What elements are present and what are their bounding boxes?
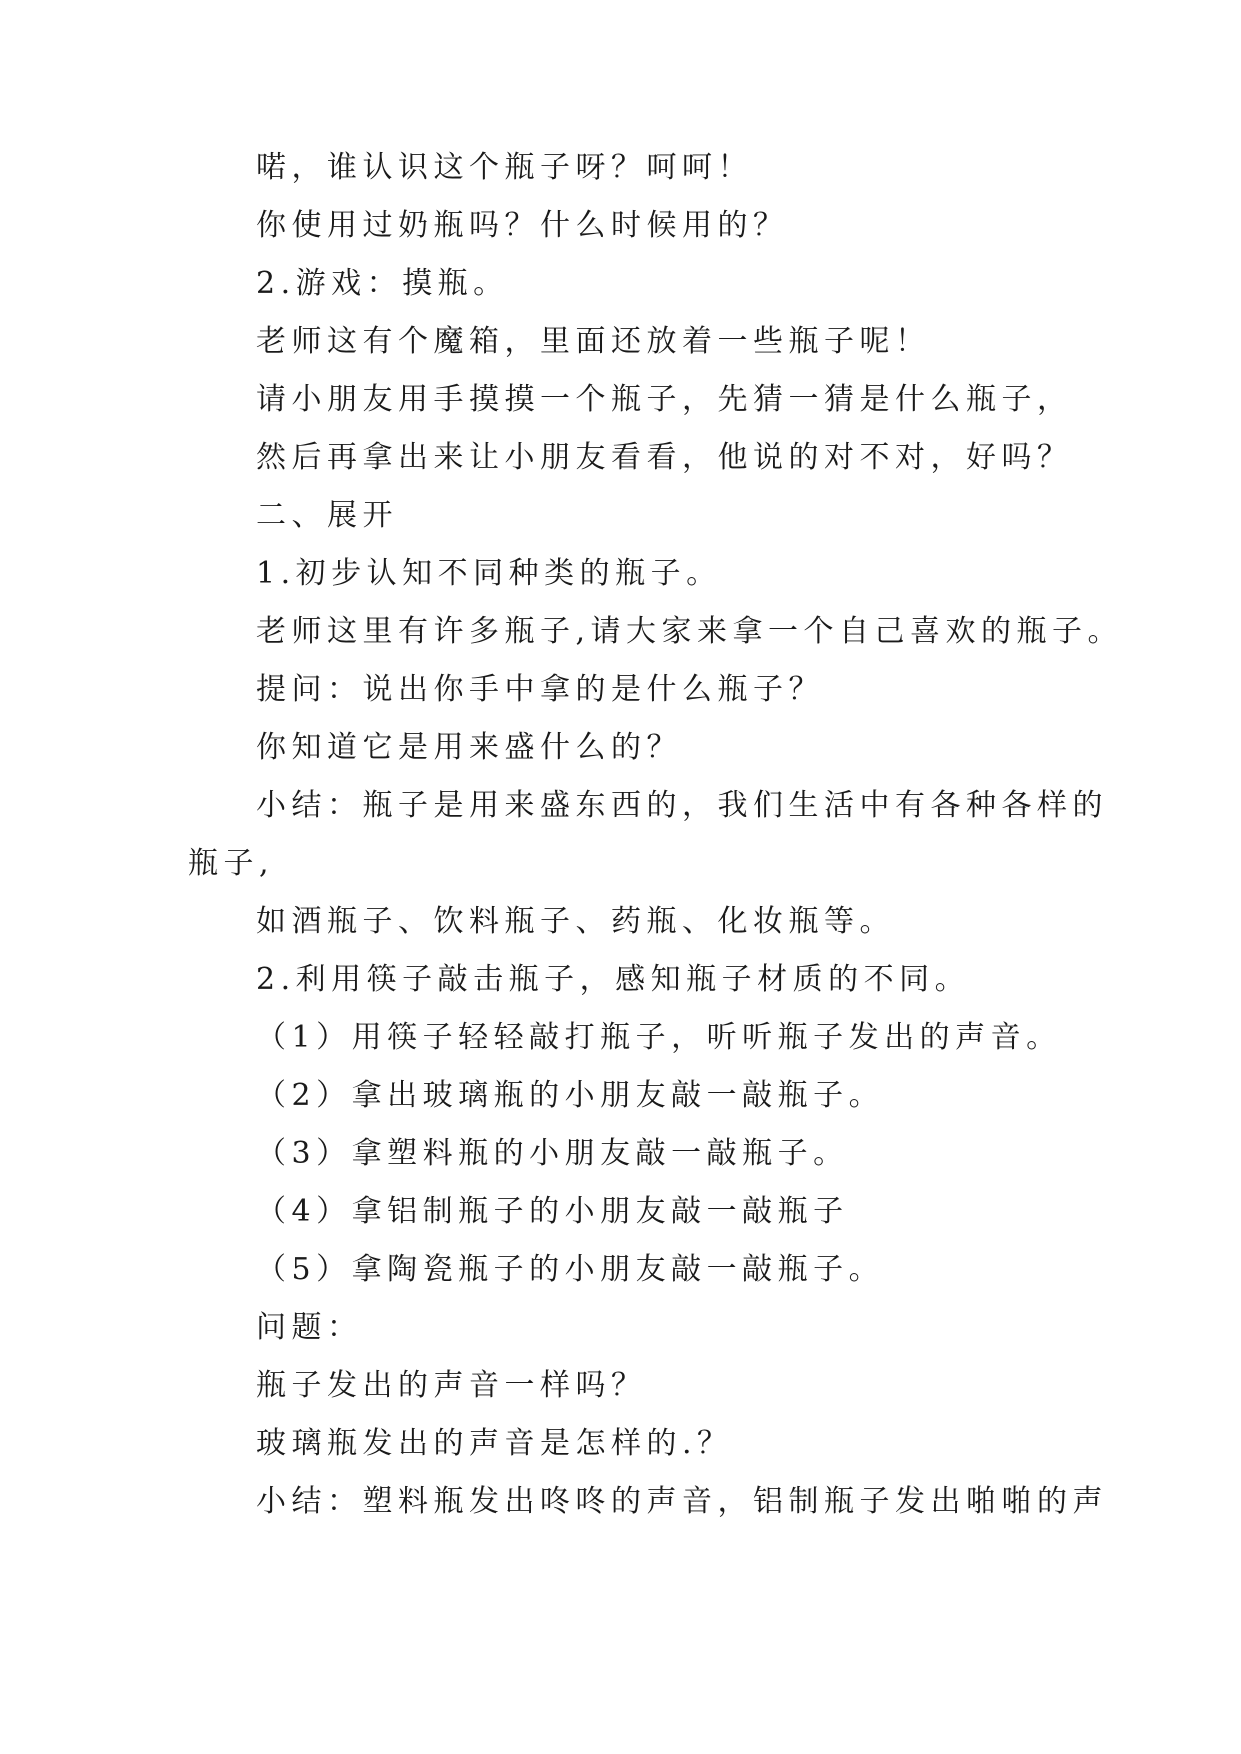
text-line: 提问：说出你手中拿的是什么瓶子？ [256, 672, 824, 707]
text-line: 玻璃瓶发出的声音是怎样的.？ [256, 1426, 733, 1461]
text-line: 小结：瓶子是用来盛东西的，我们生活中有各种各样的 [256, 788, 1108, 823]
text-line: 请小朋友用手摸摸一个瓶子，先猜一猜是什么瓶子， [256, 382, 1073, 417]
text-line: 问题： [256, 1310, 363, 1345]
text-line: 喏，谁认识这个瓶子呀？呵呵！ [256, 150, 753, 185]
text-line: （4）拿铝制瓶子的小朋友敲一敲瓶子 [256, 1194, 849, 1229]
text-line: 老师这有个魔箱，里面还放着一些瓶子呢！ [256, 324, 931, 359]
text-line: 你知道它是用来盛什么的？ [256, 730, 682, 765]
text-line: 瓶子发出的声音一样吗？ [256, 1368, 647, 1403]
text-line: 1.初步认知不同种类的瓶子。 [256, 556, 722, 591]
text-line: 你使用过奶瓶吗？什么时候用的？ [256, 208, 789, 243]
text-line: 如酒瓶子、饮料瓶子、药瓶、化妆瓶等。 [256, 904, 895, 939]
text-line: 小结：塑料瓶发出咚咚的声音，铝制瓶子发出啪啪的声 [256, 1484, 1108, 1519]
text-line: 老师这里有许多瓶子,请大家来拿一个自己喜欢的瓶子。 [256, 614, 1124, 649]
section-heading: 二、展开 [256, 498, 398, 533]
text-line: 然后再拿出来让小朋友看看，他说的对不对，好吗？ [256, 440, 1073, 475]
text-line: 2.利用筷子敲击瓶子，感知瓶子材质的不同。 [256, 962, 971, 997]
text-line: （2）拿出玻璃瓶的小朋友敲一敲瓶子。 [256, 1078, 885, 1113]
text-line: （5）拿陶瓷瓶子的小朋友敲一敲瓶子。 [256, 1252, 885, 1287]
text-line: （1）用筷子轻轻敲打瓶子，听听瓶子发出的声音。 [256, 1020, 1062, 1055]
text-line: （3）拿塑料瓶的小朋友敲一敲瓶子。 [256, 1136, 849, 1171]
text-line: 2.游戏：摸瓶。 [256, 266, 509, 301]
text-line: 瓶子, [188, 846, 275, 881]
